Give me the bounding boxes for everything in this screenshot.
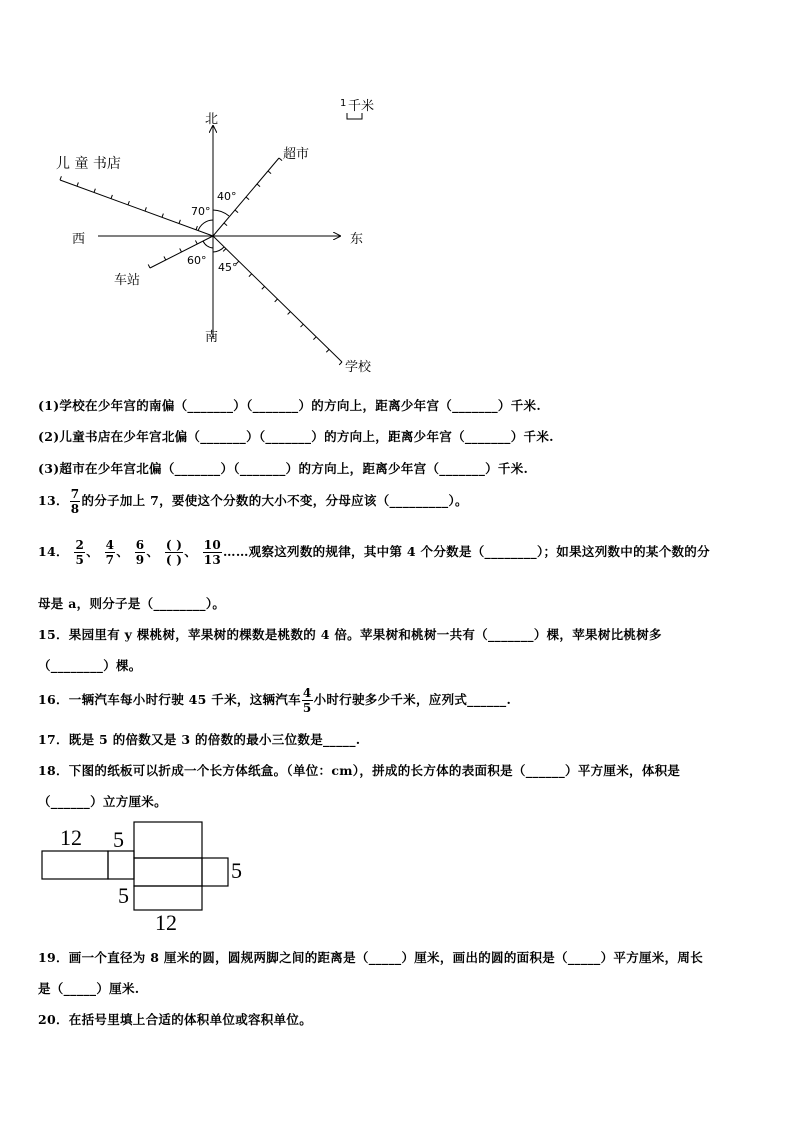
angle-40-label: 40° (217, 190, 237, 203)
q13 (38, 487, 468, 516)
tick-school (288, 312, 291, 315)
q13-text: 的分子加上 7，要使这个分数的大小不变，分母应该（_________）。 (81, 493, 468, 508)
net-label-right: 5 (231, 858, 242, 883)
angle-60-label: 60° (187, 254, 207, 267)
scale-value: 1 (340, 98, 347, 109)
q12-part1: (1)学校在少年宫的南偏（_______）（_______）的方向上，距离少年宫（_______）千米. (38, 398, 541, 413)
q19-line2: 是（_____）厘米. (38, 981, 140, 996)
tick-bookstore (162, 214, 163, 218)
angle-arc-70 (198, 220, 213, 231)
tick-station (148, 264, 150, 268)
q17: 17．既是 5 的倍数又是 3 的倍数的最小三位数是_____. (38, 732, 361, 747)
east-label: 东 (350, 232, 364, 247)
q13-fraction (70, 487, 81, 516)
q16-text-after: 小时行驶多少千米，应列式______. (313, 692, 512, 707)
q14-sep: 、 (146, 544, 160, 559)
q14-fraction-3: $\frac{6}{9}$ (135, 538, 145, 567)
school-label: 学校 (345, 360, 372, 375)
q16-text-before: 16．一辆汽车每小时行驶 45 千米，这辆汽车 (38, 692, 301, 707)
q14-line2: 母是 a，则分子是（________）。 (38, 596, 226, 611)
q14 (38, 538, 710, 567)
q14-sep: 、 (116, 544, 130, 559)
tick-supermarket (224, 223, 227, 226)
tick-school (326, 349, 329, 352)
q14-fraction-4: $\frac{( )}{( )}$ (165, 538, 183, 567)
q18-line2: （______）立方厘米。 (38, 794, 167, 809)
direction-map-drawing (0, 0, 794, 390)
net-left-side (108, 851, 134, 879)
q14-text: ……观察这列数的规律，其中第 4 个分数是（________）；如果这列数中的某个数的分 (223, 544, 710, 559)
tick-school (339, 362, 342, 365)
supermarket-label: 超市 (283, 147, 310, 162)
q15-line2: （________）棵。 (38, 658, 142, 673)
q16 (38, 686, 511, 715)
north-label: 北 (205, 112, 219, 127)
tick-bookstore (60, 176, 61, 180)
q13-number: 13． (38, 493, 69, 508)
bookstore-label: 儿 童 书店 (56, 156, 121, 172)
net-left-face (42, 851, 108, 879)
q14-fraction-5: $\frac{10}{13}$ (203, 538, 222, 567)
q16-fraction: $\frac{4}{5}$ (302, 686, 312, 715)
tick-bookstore (145, 207, 146, 211)
tick-bookstore (94, 189, 95, 193)
net-center-top (134, 822, 202, 858)
tick-station (180, 248, 182, 252)
q20: 20．在括号里填上合适的体积单位或容积单位。 (38, 1012, 312, 1027)
tick-bookstore (77, 182, 78, 186)
tick-supermarket (268, 171, 271, 174)
tick-supermarket (246, 197, 249, 200)
west-label: 西 (72, 232, 86, 247)
q14-sep: 、 (184, 544, 198, 559)
q13-frac-num: 7 (70, 487, 80, 501)
tick-bookstore (179, 220, 180, 224)
direction-map (0, 0, 794, 390)
tick-school (301, 324, 304, 327)
angle-70-label: 70° (191, 205, 211, 218)
angle-45-label: 45° (218, 261, 238, 274)
net-label-top-left: 12 (60, 825, 82, 850)
q15-line1: 15．果园里有 y 棵桃树，苹果树的棵数是桃数的 4 倍。苹果树和桃树一共有（_______）棵，苹果树比桃树多 (38, 627, 662, 642)
q14-fraction-1: $\frac{2}{5}$ (75, 538, 85, 567)
net-label-bottom: 12 (155, 910, 177, 935)
net-label-top-mid: 5 (113, 827, 124, 852)
q14-fraction-2: $\frac{4}{7}$ (105, 538, 115, 567)
angle-arc-45 (213, 247, 224, 252)
q18-line1: 18．下图的纸板可以折成一个长方体纸盒。（单位：cm），拼成的长方体的表面积是（______）平方厘米，体积是 (38, 763, 681, 778)
angle-arc-60 (203, 241, 213, 248)
tick-supermarket (257, 184, 260, 187)
net-center-bottom (134, 886, 202, 910)
tick-school (223, 249, 226, 252)
q12-part3: (3)超市在少年宫北偏（_______）（_______）的方向上，距离少年宫（_______）千米. (38, 461, 529, 476)
tick-station (195, 240, 197, 244)
tick-school (275, 299, 278, 302)
q19-line1: 19．画一个直径为 8 厘米的圆，圆规两脚之间的距离是（_____）厘米，画出的圆的面积是（_____）平方厘米，周长 (38, 950, 703, 965)
net-right-side (202, 858, 228, 886)
tick-supermarket (279, 158, 282, 161)
net-label-bottom-mid: 5 (118, 883, 129, 908)
box-net-figure (30, 815, 290, 940)
tick-school (262, 286, 265, 289)
tick-bookstore (196, 226, 197, 230)
south-label: 南 (205, 330, 219, 345)
net-center-face (134, 858, 202, 886)
tick-supermarket (235, 210, 238, 213)
tick-bookstore (128, 201, 129, 205)
station-label: 车站 (114, 273, 141, 288)
q12-part2: (2)儿童书店在少年宫北偏（_______）（_______）的方向上，距离少年宫（_______）千米. (38, 429, 554, 444)
tick-school (249, 274, 252, 277)
tick-school (313, 337, 316, 340)
q13-frac-den: 8 (70, 502, 80, 516)
q14-sep: 、 (86, 544, 99, 559)
angle-arc-40 (213, 210, 229, 216)
scale-label: 千米 (348, 99, 375, 114)
tick-bookstore (111, 195, 112, 199)
q14-number: 14． (38, 544, 69, 559)
tick-station (164, 256, 166, 260)
